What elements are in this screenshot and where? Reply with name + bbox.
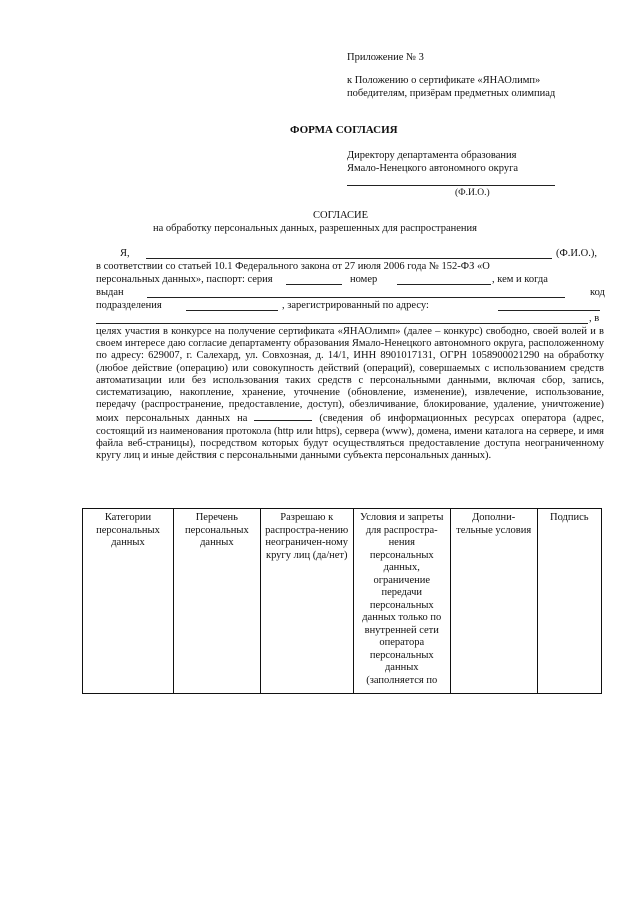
passport-series-line[interactable]	[286, 284, 342, 285]
fio-input-line[interactable]	[146, 258, 552, 259]
issued-label: выдан	[96, 287, 124, 298]
in-label: , в	[589, 313, 600, 324]
addressee-line-1: Директору департамента образования	[347, 150, 517, 161]
consent-table	[82, 508, 602, 694]
i-label: Я,	[120, 248, 130, 259]
header-additional-conditions: Дополни-тельные условия	[450, 509, 537, 694]
address-line-1[interactable]	[498, 310, 600, 311]
header-categories: Категории персональных данных	[83, 509, 174, 694]
code-label: код	[590, 287, 605, 298]
fio-label: (Ф.И.О.),	[556, 248, 597, 259]
addressee-fio-line[interactable]	[347, 185, 555, 186]
fio-caption: (Ф.И.О.)	[455, 188, 490, 198]
consent-subtitle: на обработку персональных данных, разрешенных для распространения	[153, 223, 477, 234]
resource-info-line[interactable]	[254, 411, 312, 421]
form-title: ФОРМА СОГЛАСИЯ	[290, 124, 398, 136]
winners-reference: победителям, призёрам предметных олимпиад	[347, 88, 556, 99]
addressee-line-2: Ямало-Ненецкого автономного округа	[347, 163, 519, 174]
header-permission: Разрешаю к распростра-нению неограничен-ному кругу лиц (да/нет)	[260, 509, 353, 694]
header-signature: Подпись	[537, 509, 601, 694]
table-header-row	[83, 509, 602, 694]
header-conditions: Условия и запреты для распростра-нения персональных данных, ограничение передачи персональных данных только по внутренней сети оператора персональных данных (заполняется по	[353, 509, 450, 694]
issued-by-label: , кем и когда	[492, 274, 548, 285]
header-list: Перечень персональных данных	[173, 509, 260, 694]
consent-body-text	[96, 326, 604, 462]
registered-address-label: , зарегистрированный по адресу:	[282, 300, 429, 311]
passport-label: персональных данных», паспорт: серия	[96, 274, 273, 285]
consent-body-part-2: (сведения об информационных ресурсах оператора (адрес, состоящий из наименования протокола (http или https), сервера (www), домена, имени каталога на сервере, и имя файла веб-страницы), посредством которых будут осуществляться предоставление доступа неограниченному кругу лиц и иные действия с персональными данными субъекта персональных данных).	[96, 413, 604, 462]
passport-number-line[interactable]	[397, 284, 491, 285]
subdivision-label: подразделения	[96, 300, 162, 311]
passport-number-label: номер	[350, 274, 378, 285]
appendix-number: Приложение № 3	[347, 52, 424, 63]
consent-title: СОГЛАСИЕ	[313, 210, 369, 221]
law-reference-line: в соответствии со статьей 10.1 Федерального закона от 27 июля 2006 года № 152-ФЗ «О	[96, 261, 490, 272]
consent-body-part-1: целях участия в конкурсе на получение сертификата «ЯНАОлимп» (далее – конкурс) свободно, своей волей и в своем интересе даю согласие департаменту образования Ямало-Ненецкого автономного округа, расположенному по адресу: 629007, г. Салехард, ул. Совхозная, д. 14/1, ИНН 8901017131, ОГРН 1058900021290 на обработку (любое действие (операцию) или совокупность действий (операций), совершаемых с использованием средств автоматизации или без использования таких средств с персональными данными, включая сбор, запись, систематизацию, накопление, хранение, уточнение (обновление, изменение), извлечение, использование, передачу (распространение, предоставление, доступ), обезличивание, блокирование, удаление, уничтожение) моих персональных данных на	[96, 326, 604, 425]
issued-by-line[interactable]	[147, 297, 565, 298]
address-line-2[interactable]	[96, 323, 588, 324]
regulation-reference: к Положению о сертификате «ЯНАОлимп»	[347, 75, 541, 86]
subdivision-code-line[interactable]	[186, 310, 278, 311]
